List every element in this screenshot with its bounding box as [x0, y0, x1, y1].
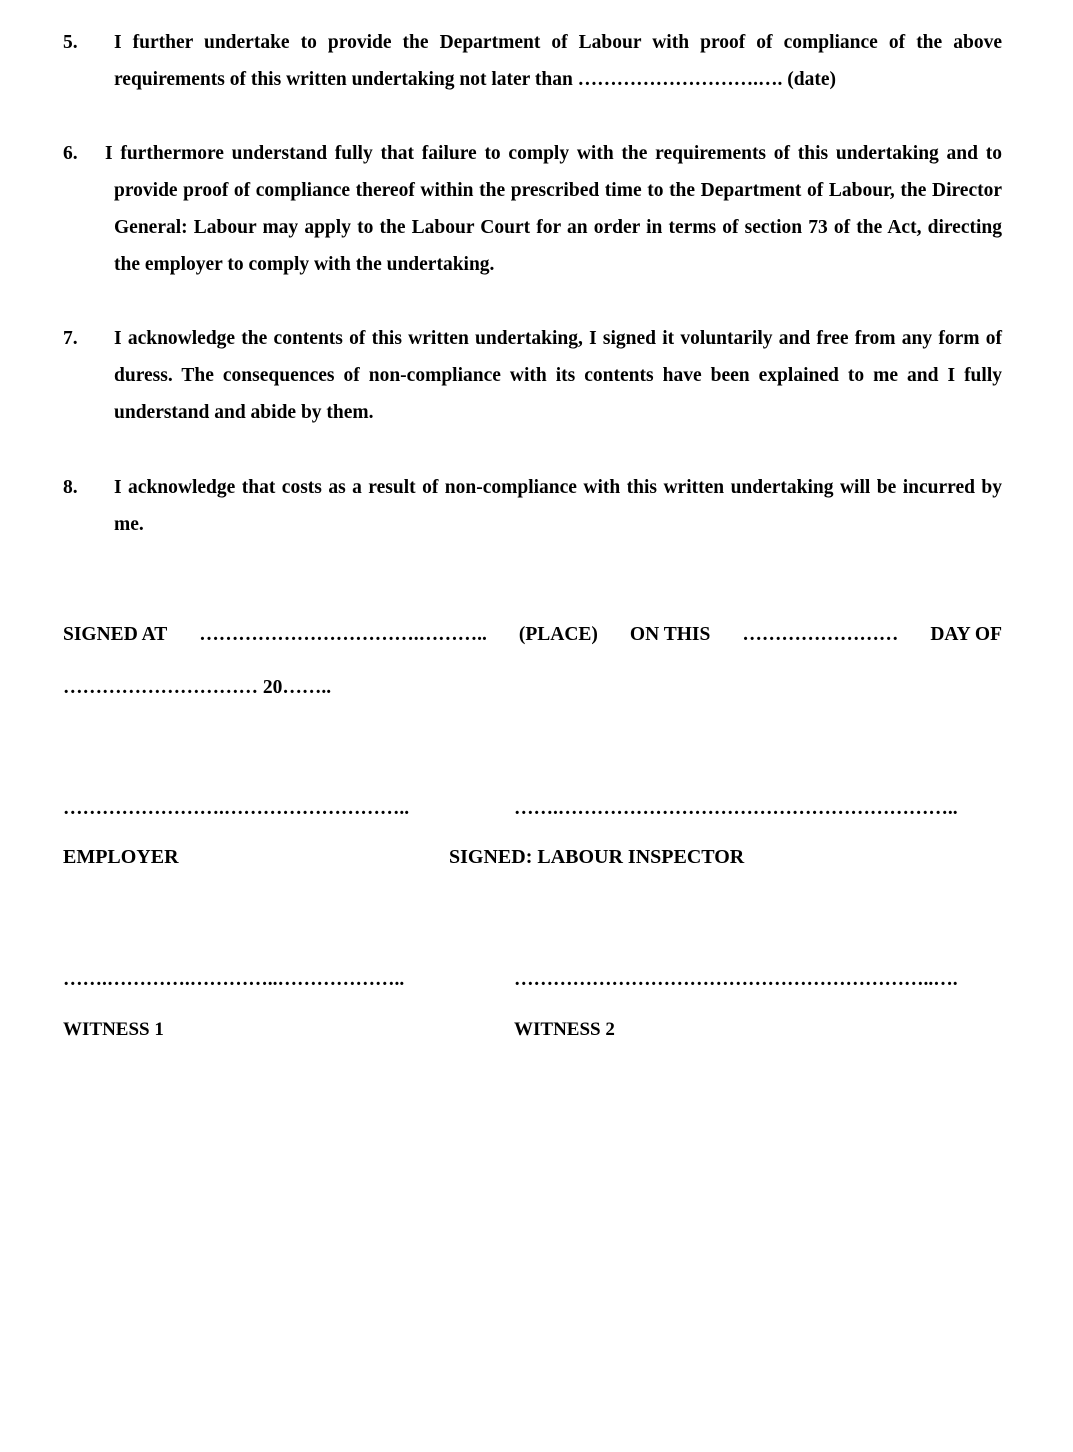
witness-2-signature-line[interactable]: ………………………………………………………..….: [514, 969, 958, 990]
clause-text: I acknowledge that costs as a result of non-compliance with this written undertaking will be incurred by me.: [114, 477, 1002, 535]
day-of-label: DAY OF: [930, 624, 1002, 645]
place-field[interactable]: …………………………….………..: [199, 624, 487, 645]
clause-number: 8.: [63, 477, 78, 498]
clause-8: [63, 469, 1002, 543]
signed-at-label: SIGNED AT: [63, 624, 168, 645]
inspector-label: SIGNED: LABOUR INSPECTOR: [449, 846, 745, 868]
witness-1-label: WITNESS 1: [63, 1019, 164, 1040]
date-line: [63, 669, 1002, 706]
inspector-signature-line[interactable]: …….……………………………………………………..: [514, 798, 958, 819]
clause-number: 5.: [63, 32, 78, 53]
witness-2-label: WITNESS 2: [514, 1019, 615, 1040]
clause-number: 7.: [63, 328, 78, 349]
witness-1-signature-line[interactable]: …….………….…………..………………..: [63, 969, 405, 990]
clause-6: [63, 135, 1002, 283]
year-field[interactable]: 20……..: [262, 677, 332, 698]
employer-signature-line[interactable]: …………………….………………………..: [63, 798, 410, 819]
clause-5: [63, 24, 1002, 98]
place-label: (PLACE): [518, 624, 598, 645]
signed-at-block: [63, 616, 1002, 706]
clause-text: I further undertake to provide the Department of Labour with proof of compliance of the above requirements of this written undertaking not later than ……………………….…. (date): [114, 32, 1002, 90]
signed-at-line: [63, 616, 1002, 653]
employer-label: EMPLOYER: [63, 846, 179, 868]
clause-number: 6.: [63, 143, 78, 164]
clause-text: I acknowledge the contents of this written undertaking, I signed it voluntarily and free from any form of duress. The consequences of non-compliance with its contents have been explained to me and I fully understand and abide by them.: [114, 328, 1002, 423]
on-this-label: ON THIS: [629, 624, 711, 645]
day-field[interactable]: ……………………: [742, 624, 899, 645]
clause-7: [63, 320, 1002, 431]
month-field[interactable]: …………………………: [63, 677, 258, 698]
clause-text: I furthermore understand fully that failure to comply with the requirements of this undertaking and to provide proof of compliance thereof within the prescribed time to the Department of Labour, the Director General: Labour may apply to the Labour Court for an order in terms of section 73 of the Act, directing the employer to comply with the undertaking.: [105, 143, 1002, 275]
